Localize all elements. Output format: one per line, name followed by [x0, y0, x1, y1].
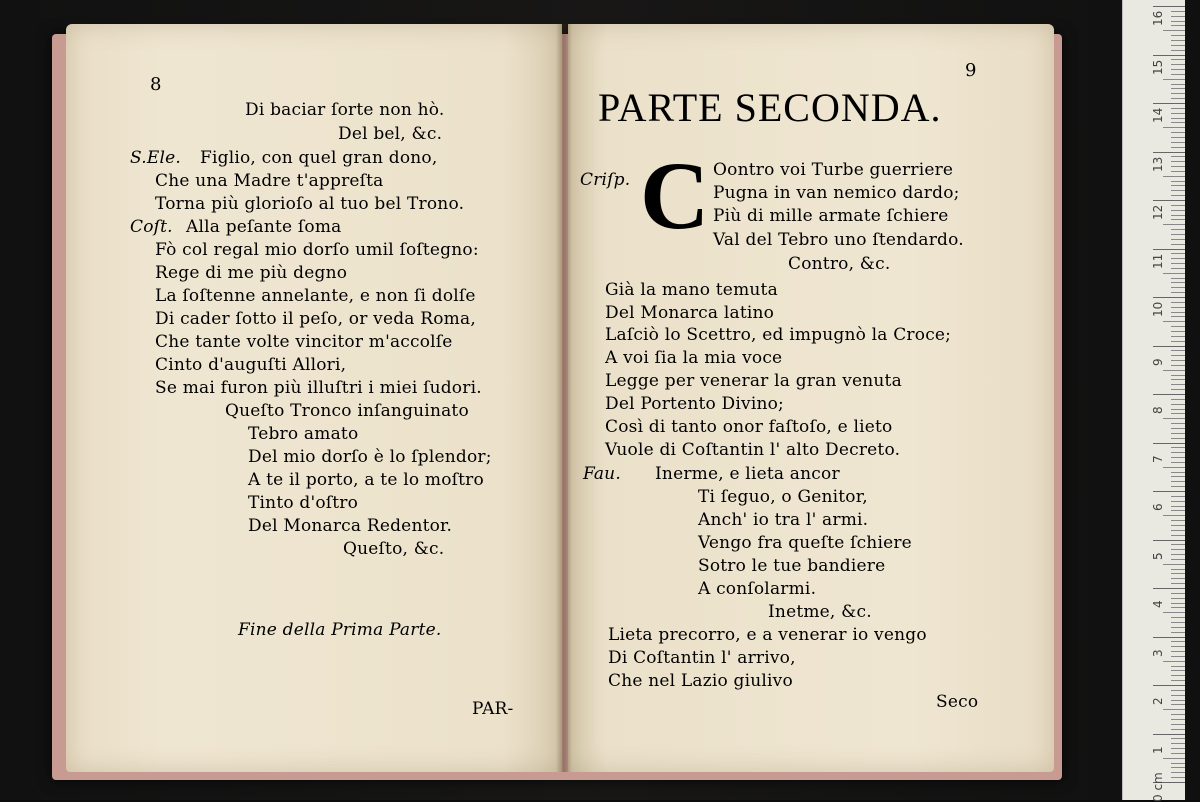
- ruler-minor-tick: [1171, 413, 1185, 414]
- ruler-minor-tick: [1171, 108, 1185, 109]
- text-line: Se mai furon più illuſtri i miei ſudori.: [155, 378, 482, 398]
- ruler-minor-tick: [1171, 535, 1185, 536]
- ruler-minor-tick: [1171, 219, 1185, 220]
- ruler-minor-tick: [1163, 273, 1185, 274]
- ruler-minor-tick: [1171, 404, 1185, 405]
- ruler-minor-tick: [1163, 224, 1185, 225]
- text-line: Lieta precorro, e a venerar io vengo: [608, 625, 927, 645]
- ruler-minor-tick: [1171, 113, 1185, 114]
- ruler-minor-tick: [1171, 675, 1185, 676]
- ruler-minor-tick: [1171, 423, 1185, 424]
- text-line: Di cader ſotto il peſo, or veda Roma,: [155, 309, 476, 329]
- text-line: Del Monarca Redentor.: [248, 516, 453, 536]
- ruler-minor-tick: [1171, 253, 1185, 254]
- ruler-minor-tick: [1171, 341, 1185, 342]
- ruler-minor-tick: [1171, 525, 1185, 526]
- ruler-minor-tick: [1171, 651, 1185, 652]
- ruler-minor-tick: [1163, 612, 1185, 613]
- ruler-minor-tick: [1171, 462, 1185, 463]
- ruler-minor-tick: [1171, 229, 1185, 230]
- ruler-minor-tick: [1171, 307, 1185, 308]
- ruler-minor-tick: [1171, 573, 1185, 574]
- ruler-minor-tick: [1171, 724, 1185, 725]
- ruler-minor-tick: [1171, 302, 1185, 303]
- ruler-minor-tick: [1171, 520, 1185, 521]
- ruler-minor-tick: [1163, 418, 1185, 419]
- ruler-minor-tick: [1171, 399, 1185, 400]
- ruler-minor-tick: [1171, 554, 1185, 555]
- ruler-number: 16: [1151, 10, 1165, 26]
- speaker-label: Coſt.: [130, 217, 173, 237]
- ruler-minor-tick: [1171, 506, 1185, 507]
- ruler-tick: [1153, 540, 1185, 541]
- text-line: Pugna in van nemico dardo;: [713, 183, 960, 203]
- ruler-minor-tick: [1163, 709, 1185, 710]
- ruler-minor-tick: [1171, 190, 1185, 191]
- ruler-minor-tick: [1171, 476, 1185, 477]
- ruler-minor-tick: [1171, 777, 1185, 778]
- ruler-minor-tick: [1171, 50, 1185, 51]
- ruler-minor-tick: [1171, 21, 1185, 22]
- ruler-minor-tick: [1171, 748, 1185, 749]
- ruler-minor-tick: [1171, 452, 1185, 453]
- measuring-ruler: [1122, 0, 1185, 800]
- left-page-number: 8: [150, 74, 162, 95]
- ruler-minor-tick: [1171, 719, 1185, 720]
- ruler-minor-tick: [1171, 98, 1185, 99]
- ruler-minor-tick: [1171, 69, 1185, 70]
- ruler-number: 4: [1151, 600, 1165, 608]
- ruler-minor-tick: [1163, 127, 1185, 128]
- ruler-minor-tick: [1171, 118, 1185, 119]
- text-line: Che una Madre t'appreſta: [155, 171, 384, 191]
- ruler-minor-tick: [1171, 45, 1185, 46]
- ruler-minor-tick: [1171, 166, 1185, 167]
- ruler-minor-tick: [1171, 282, 1185, 283]
- ruler-minor-tick: [1171, 680, 1185, 681]
- ruler-minor-tick: [1171, 700, 1185, 701]
- text-line: Che tante volte vincitor m'accolſe: [155, 332, 453, 352]
- ruler-tick: [1153, 637, 1185, 638]
- ruler-minor-tick: [1171, 161, 1185, 162]
- ruler-minor-tick: [1171, 656, 1185, 657]
- ruler-minor-tick: [1171, 84, 1185, 85]
- ruler-minor-tick: [1171, 457, 1185, 458]
- ruler-minor-tick: [1171, 428, 1185, 429]
- right-page-number: 9: [965, 60, 977, 81]
- text-line: Cinto d'auguſti Allori,: [155, 355, 347, 375]
- ruler-minor-tick: [1171, 607, 1185, 608]
- ruler-minor-tick: [1171, 215, 1185, 216]
- ruler-tick: [1153, 55, 1185, 56]
- ruler-minor-tick: [1171, 481, 1185, 482]
- text-line: Del Monarca latino: [605, 303, 775, 323]
- ruler-tick: [1153, 249, 1185, 250]
- ruler-minor-tick: [1171, 447, 1185, 448]
- ruler-minor-tick: [1171, 617, 1185, 618]
- ruler-number: 3: [1151, 648, 1165, 657]
- ruler-minor-tick: [1171, 35, 1185, 36]
- ruler-minor-tick: [1171, 772, 1185, 773]
- ruler-minor-tick: [1171, 156, 1185, 157]
- ruler-minor-tick: [1171, 336, 1185, 337]
- ruler-number: 12: [1151, 204, 1165, 220]
- ruler-minor-tick: [1171, 258, 1185, 259]
- catchword: PAR-: [472, 699, 514, 719]
- ruler-minor-tick: [1171, 569, 1185, 570]
- ruler-minor-tick: [1171, 704, 1185, 705]
- ruler-minor-tick: [1171, 142, 1185, 143]
- text-line: Tebro amato: [248, 424, 359, 444]
- ruler-minor-tick: [1171, 331, 1185, 332]
- catchword: Seco: [936, 692, 979, 712]
- ruler-minor-tick: [1171, 632, 1185, 633]
- left-page: [66, 24, 562, 772]
- ruler-minor-tick: [1171, 88, 1185, 89]
- text-line: Vengo fra queſte ſchiere: [698, 533, 912, 553]
- ruler-minor-tick: [1171, 578, 1185, 579]
- speaker-label: Criſp.: [580, 170, 631, 190]
- ruler-minor-tick: [1171, 239, 1185, 240]
- text-line: Rege di me più degno: [155, 263, 348, 283]
- ruler-minor-tick: [1171, 433, 1185, 434]
- ruler-minor-tick: [1171, 472, 1185, 473]
- ruler-minor-tick: [1171, 379, 1185, 380]
- ruler-tick: [1153, 734, 1185, 735]
- ruler-minor-tick: [1171, 93, 1185, 94]
- ruler-minor-tick: [1171, 181, 1185, 182]
- text-line: A te il porto, a te lo moſtro: [248, 470, 484, 490]
- ruler-minor-tick: [1171, 74, 1185, 75]
- ruler-minor-tick: [1171, 714, 1185, 715]
- ruler-minor-tick: [1171, 375, 1185, 376]
- text-line: A conſolarmi.: [698, 579, 817, 599]
- ruler-tick: [1153, 346, 1185, 347]
- ruler-number: 1: [1151, 745, 1165, 754]
- ruler-minor-tick: [1171, 122, 1185, 123]
- ruler-minor-tick: [1171, 244, 1185, 245]
- ruler-tick: [1153, 394, 1185, 395]
- ruler-minor-tick: [1163, 564, 1185, 565]
- ruler-number: 6: [1151, 503, 1165, 511]
- ruler-minor-tick: [1171, 312, 1185, 313]
- speaker-label: Fau.: [583, 464, 621, 484]
- text-line: Ti ſeguo, o Genitor,: [698, 487, 868, 507]
- ruler-tick: [1153, 103, 1185, 104]
- ruler-minor-tick: [1171, 384, 1185, 385]
- ruler-minor-tick: [1171, 292, 1185, 293]
- ruler-minor-tick: [1171, 598, 1185, 599]
- ruler-minor-tick: [1171, 350, 1185, 351]
- ruler-minor-tick: [1171, 132, 1185, 133]
- ruler-minor-tick: [1163, 30, 1185, 31]
- ruler-minor-tick: [1171, 365, 1185, 366]
- ruler-tick: [1153, 491, 1185, 492]
- text-line: Così di tanto onor faſtoſo, e lieto: [605, 417, 893, 437]
- ruler-minor-tick: [1171, 438, 1185, 439]
- ruler-number: 14: [1151, 107, 1165, 123]
- ruler-minor-tick: [1171, 559, 1185, 560]
- text-line: Del bel, &c.: [338, 124, 443, 144]
- ruler-minor-tick: [1171, 40, 1185, 41]
- ruler-minor-tick: [1171, 59, 1185, 60]
- ruler-tick: [1153, 200, 1185, 201]
- ruler-minor-tick: [1171, 137, 1185, 138]
- ruler-minor-tick: [1171, 147, 1185, 148]
- text-line: Fò col regal mio dorſo umil ſoſtegno:: [155, 240, 479, 260]
- ruler-minor-tick: [1171, 263, 1185, 264]
- ruler-minor-tick: [1163, 176, 1185, 177]
- ruler-minor-tick: [1171, 326, 1185, 327]
- ruler-minor-tick: [1163, 758, 1185, 759]
- text-line: A voi ſia la mia voce: [605, 348, 783, 368]
- ruler-minor-tick: [1171, 753, 1185, 754]
- ruler-minor-tick: [1171, 501, 1185, 502]
- ruler-number: 10: [1151, 301, 1165, 317]
- ruler-minor-tick: [1171, 743, 1185, 744]
- ruler-minor-tick: [1171, 622, 1185, 623]
- text-line: Del mio dorſo è lo ſplendor;: [248, 447, 492, 467]
- ruler-number: 8: [1151, 406, 1165, 414]
- ruler-number: 13: [1151, 156, 1165, 172]
- text-line: Già la mano temuta: [605, 280, 778, 300]
- ruler-tick: [1153, 443, 1185, 444]
- ruler-tick: [1153, 297, 1185, 298]
- ruler-minor-tick: [1171, 287, 1185, 288]
- ruler-minor-tick: [1171, 544, 1185, 545]
- ruler-minor-tick: [1163, 79, 1185, 80]
- ruler-minor-tick: [1171, 25, 1185, 26]
- ruler-minor-tick: [1171, 496, 1185, 497]
- ruler-minor-tick: [1171, 603, 1185, 604]
- text-line: Di Coſtantin l' arrivo,: [608, 648, 796, 668]
- ruler-number: 0 cm: [1151, 772, 1165, 802]
- ruler-minor-tick: [1171, 234, 1185, 235]
- ruler-minor-tick: [1171, 666, 1185, 667]
- ruler-minor-tick: [1171, 670, 1185, 671]
- book-gutter: [556, 24, 572, 772]
- text-line: Vuole di Coſtantin l' alto Decreto.: [605, 440, 901, 460]
- page-title: PARTE SECONDA.: [598, 85, 942, 130]
- ruler-minor-tick: [1171, 549, 1185, 550]
- ruler-minor-tick: [1171, 646, 1185, 647]
- text-line: Queſto Tronco inſanguinato: [225, 401, 469, 421]
- end-of-part-note: Fine della Prima Parte.: [238, 620, 442, 640]
- text-line: Figlio, con quel gran dono,: [200, 148, 438, 168]
- ruler-minor-tick: [1163, 370, 1185, 371]
- ruler-tick: [1153, 6, 1185, 7]
- ruler-number: 15: [1151, 59, 1165, 75]
- ruler-number: 2: [1151, 697, 1165, 705]
- text-line: Del Portento Divino;: [605, 394, 784, 414]
- ruler-number: 11: [1151, 253, 1165, 269]
- ruler-minor-tick: [1171, 205, 1185, 206]
- ruler-minor-tick: [1171, 763, 1185, 764]
- ruler-minor-tick: [1171, 627, 1185, 628]
- ruler-minor-tick: [1171, 64, 1185, 65]
- ruler-number: 5: [1151, 551, 1165, 560]
- text-line: Torna più glorioſo al tuo bel Trono.: [155, 194, 465, 214]
- ruler-minor-tick: [1171, 409, 1185, 410]
- ruler-minor-tick: [1171, 11, 1185, 12]
- text-line: Che nel Lazio giulivo: [608, 671, 793, 691]
- ruler-minor-tick: [1171, 530, 1185, 531]
- ruler-tick: [1153, 588, 1185, 589]
- ruler-minor-tick: [1171, 695, 1185, 696]
- ruler-number: 9: [1151, 357, 1165, 366]
- text-line: Legge per venerar la gran venuta: [605, 371, 902, 391]
- drop-cap: C: [640, 142, 710, 249]
- ruler-minor-tick: [1171, 583, 1185, 584]
- text-line: Anch' io tra l' armi.: [698, 510, 869, 530]
- text-line: Più di mille armate ſchiere: [713, 206, 949, 226]
- ruler-number: 7: [1151, 454, 1165, 463]
- text-line: La ſoſtenne annelante, e non ſi dolſe: [155, 286, 476, 306]
- ruler-minor-tick: [1163, 661, 1185, 662]
- ruler-minor-tick: [1171, 185, 1185, 186]
- text-line: Laſciò lo Scettro, ed impugnò la Croce;: [605, 325, 952, 345]
- ruler-minor-tick: [1171, 171, 1185, 172]
- text-line: Tinto d'oſtro: [248, 493, 359, 513]
- text-line: Alla peſante ſoma: [186, 217, 342, 237]
- ruler-minor-tick: [1171, 738, 1185, 739]
- text-line: Queſto, &c.: [343, 539, 445, 559]
- text-line: Inetme, &c.: [768, 602, 872, 622]
- speaker-label: S.Ele.: [130, 148, 181, 168]
- ruler-minor-tick: [1171, 729, 1185, 730]
- ruler-minor-tick: [1171, 210, 1185, 211]
- ruler-minor-tick: [1171, 767, 1185, 768]
- ruler-minor-tick: [1163, 467, 1185, 468]
- ruler-minor-tick: [1171, 195, 1185, 196]
- ruler-minor-tick: [1171, 268, 1185, 269]
- ruler-minor-tick: [1163, 321, 1185, 322]
- ruler-minor-tick: [1171, 641, 1185, 642]
- ruler-minor-tick: [1163, 515, 1185, 516]
- text-line: Val del Tebro uno ſtendardo.: [713, 230, 964, 250]
- text-line: Sotro le tue bandiere: [698, 556, 886, 576]
- ruler-tick: [1153, 685, 1185, 686]
- ruler-tick: [1153, 152, 1185, 153]
- ruler-minor-tick: [1171, 593, 1185, 594]
- text-line: Contro, &c.: [788, 254, 891, 274]
- text-line: Oontro voi Turbe guerriere: [713, 160, 954, 180]
- ruler-minor-tick: [1171, 316, 1185, 317]
- ruler-minor-tick: [1171, 278, 1185, 279]
- ruler-minor-tick: [1171, 355, 1185, 356]
- text-line: Inerme, e lieta ancor: [655, 464, 840, 484]
- ruler-minor-tick: [1171, 360, 1185, 361]
- ruler-minor-tick: [1171, 510, 1185, 511]
- ruler-minor-tick: [1171, 690, 1185, 691]
- ruler-minor-tick: [1171, 16, 1185, 17]
- ruler-minor-tick: [1171, 389, 1185, 390]
- ruler-minor-tick: [1171, 486, 1185, 487]
- text-line: Di baciar ſorte non hò.: [245, 100, 445, 120]
